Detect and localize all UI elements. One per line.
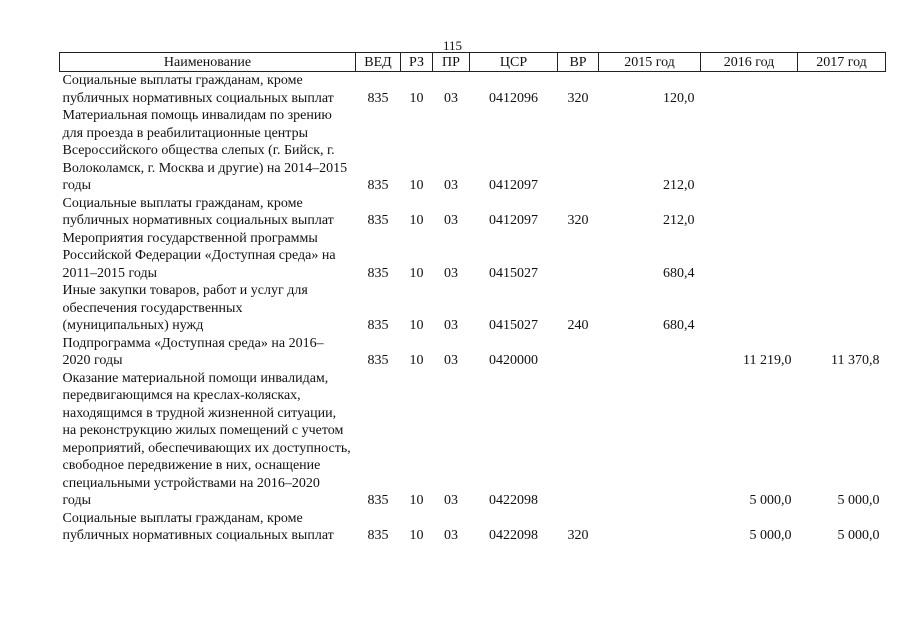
row-2016 [701, 107, 798, 195]
row-2016: 11 219,0 [743, 353, 792, 368]
row-name: Социальные выплаты гражданам, кроме публичных нормативных социальных выплат [62, 510, 334, 543]
header-ved: ВЕД [356, 53, 401, 72]
row-name: Материальная помощь инвалидам по зрению для проезда в реабилитационные центры Всероссийского общества слепых (г. Бийск, г. Волоколамск, г. Москва и другие) на 2014–2015 годы [62, 108, 348, 193]
row-pr: 03 [444, 528, 458, 543]
row-pr: 03 [444, 265, 458, 281]
row-ved: 835 [367, 318, 389, 333]
table-row [60, 282, 886, 335]
row-2016 [701, 230, 798, 283]
row-name: Мероприятия государственной программы Российской Федерации «Доступная среда» на 2011–2015 годы [62, 230, 336, 281]
row-2017 [798, 282, 886, 335]
header-2017: 2017 год [798, 53, 886, 72]
row-csr: 0420000 [489, 353, 538, 368]
row-pr: 03 [444, 318, 458, 333]
row-vr [558, 230, 599, 283]
row-2015: 680,4 [663, 318, 695, 333]
row-2015 [599, 370, 701, 510]
row-2016 [701, 195, 798, 230]
row-rz: 10 [409, 213, 424, 228]
header-vr: ВР [558, 53, 599, 72]
row-rz: 10 [409, 353, 424, 368]
row-2017: 5 000,0 [837, 493, 880, 508]
row-csr: 0422098 [489, 528, 538, 543]
header-csr: ЦСР [470, 53, 558, 72]
row-2015: 680,4 [663, 265, 695, 281]
row-name: Социальные выплаты гражданам, кроме публичных нормативных социальных выплат [62, 73, 334, 106]
row-csr: 0415027 [489, 318, 538, 333]
table-row [60, 230, 886, 283]
row-pr: 03 [444, 493, 458, 508]
row-ved: 835 [367, 353, 389, 368]
row-2017 [798, 195, 886, 230]
header-2016: 2016 год [701, 53, 798, 72]
table-row [60, 335, 886, 370]
row-ved: 835 [367, 213, 389, 228]
row-ved: 835 [367, 90, 389, 106]
row-2017 [798, 107, 886, 195]
table-row [60, 72, 886, 108]
row-2016: 5 000,0 [749, 493, 792, 508]
row-csr: 0412097 [489, 213, 538, 228]
row-2015: 212,0 [663, 213, 695, 228]
budget-table [59, 52, 886, 545]
header-rz: РЗ [401, 53, 433, 72]
row-csr: 0415027 [489, 265, 538, 281]
row-rz: 10 [409, 528, 424, 543]
row-rz: 10 [409, 178, 424, 193]
row-vr: 320 [567, 528, 589, 543]
row-2017: 5 000,0 [837, 528, 880, 543]
row-name: Оказание материальной помощи инвалидам, передвигающимся на креслах-колясках, находящимся в трудной жизненной ситуации, на реконструкцию жилых помещений с учетом мероприятий, обеспечивающих их доступность, свободное передвижение в них, оснащение специальными устройствами на 2016–2020 годы [62, 370, 351, 508]
row-name: Подпрограмма «Доступная среда» на 2016–2020 годы [62, 335, 324, 368]
row-csr: 0412096 [489, 90, 538, 106]
row-vr [558, 335, 599, 370]
header-2015: 2015 год [599, 53, 701, 72]
table-row [60, 510, 886, 545]
row-2015 [599, 335, 701, 370]
table-row [60, 195, 886, 230]
table-header [60, 53, 886, 72]
row-2017 [798, 72, 886, 108]
row-name: Иные закупки товаров, работ и услуг для обеспечения государственных (муниципальных) нужд [62, 283, 308, 333]
row-vr [558, 370, 599, 510]
table-row [60, 107, 886, 195]
row-csr: 0412097 [489, 178, 538, 193]
row-vr: 320 [567, 213, 589, 228]
header-pr: ПР [433, 53, 470, 72]
row-2017: 11 370,8 [831, 353, 880, 368]
row-rz: 10 [409, 318, 424, 333]
row-2016: 5 000,0 [749, 528, 792, 543]
row-2015: 212,0 [663, 178, 695, 193]
row-vr: 320 [567, 90, 589, 106]
row-pr: 03 [444, 353, 458, 368]
row-csr: 0422098 [489, 493, 538, 508]
row-rz: 10 [409, 90, 424, 106]
row-2015 [599, 510, 701, 545]
row-2017 [798, 230, 886, 283]
table-body [60, 72, 886, 545]
row-2015: 120,0 [663, 90, 695, 106]
row-rz: 10 [409, 265, 424, 281]
row-2016 [701, 282, 798, 335]
row-rz: 10 [409, 493, 424, 508]
row-ved: 835 [367, 493, 389, 508]
table-row [60, 370, 886, 510]
row-name: Социальные выплаты гражданам, кроме публичных нормативных социальных выплат [62, 195, 334, 228]
page-number: 115 [442, 38, 463, 53]
row-vr: 240 [567, 318, 589, 333]
row-ved: 835 [367, 178, 389, 193]
row-pr: 03 [444, 90, 458, 106]
row-ved: 835 [367, 265, 389, 281]
header-name: Наименование [60, 53, 356, 72]
row-ved: 835 [367, 528, 389, 543]
row-2016 [701, 72, 798, 108]
row-pr: 03 [444, 178, 458, 193]
row-pr: 03 [444, 213, 458, 228]
row-vr [558, 107, 599, 195]
